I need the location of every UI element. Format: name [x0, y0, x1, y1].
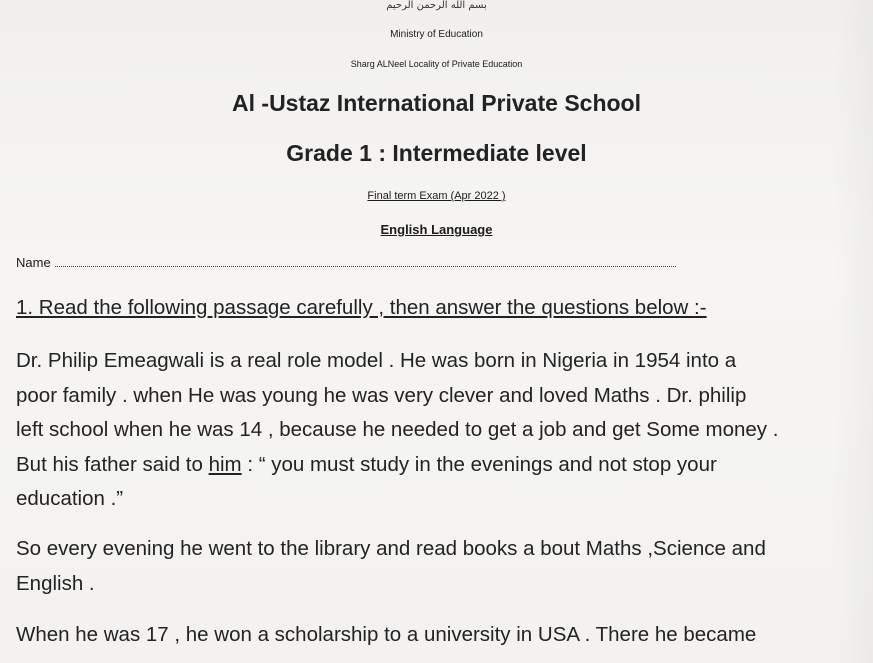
- passage-paragraph-1: [16, 344, 861, 517]
- passage-text: : “ you must study in the evenings and not stop your: [241, 452, 717, 476]
- exam-subtitle: Final term Exam (Apr 2022 ): [367, 190, 506, 202]
- passage-line: English .: [16, 571, 95, 595]
- passage-paragraph-3: [16, 618, 861, 653]
- basmala-text: بسم الله الرحمن الرحيم: [386, 0, 487, 11]
- passage-paragraph-2: [16, 532, 861, 601]
- passage-line: When he was 17 , he won a scholarship to a university in USA . There he became: [16, 623, 757, 646]
- passage-line: So every evening he went to the library and read books a bout Maths ,Science and: [16, 537, 766, 560]
- grade-title: Grade 1 : Intermediate level: [286, 140, 587, 166]
- passage-line: education .”: [16, 487, 124, 510]
- name-dotted-line[interactable]: [55, 256, 676, 267]
- locality-text: Sharg ALNeel Locality of Private Education: [350, 59, 523, 69]
- passage-line: left school when he was 14 , because he needed to get a job and get Some money .: [16, 418, 779, 441]
- passage-text: But his father said to: [16, 452, 209, 476]
- name-field[interactable]: [16, 255, 676, 270]
- subject-title: English Language: [380, 222, 493, 237]
- passage-line: [16, 448, 861, 483]
- ministry-text: Ministry of Education: [390, 29, 483, 40]
- passage-line: poor family . when He was young he was very clever and loved Maths . Dr. philip: [16, 383, 747, 407]
- name-label: Name: [16, 255, 51, 270]
- underlined-word: him: [208, 452, 242, 476]
- passage-line: Dr. Philip Emeagwali is a real role model . He was born in Nigeria in 1954 into a: [16, 349, 737, 372]
- question-heading: 1. Read the following passage carefully , then answer the questions below :-: [16, 296, 707, 319]
- school-title: Al -Ustaz International Private School: [232, 90, 641, 116]
